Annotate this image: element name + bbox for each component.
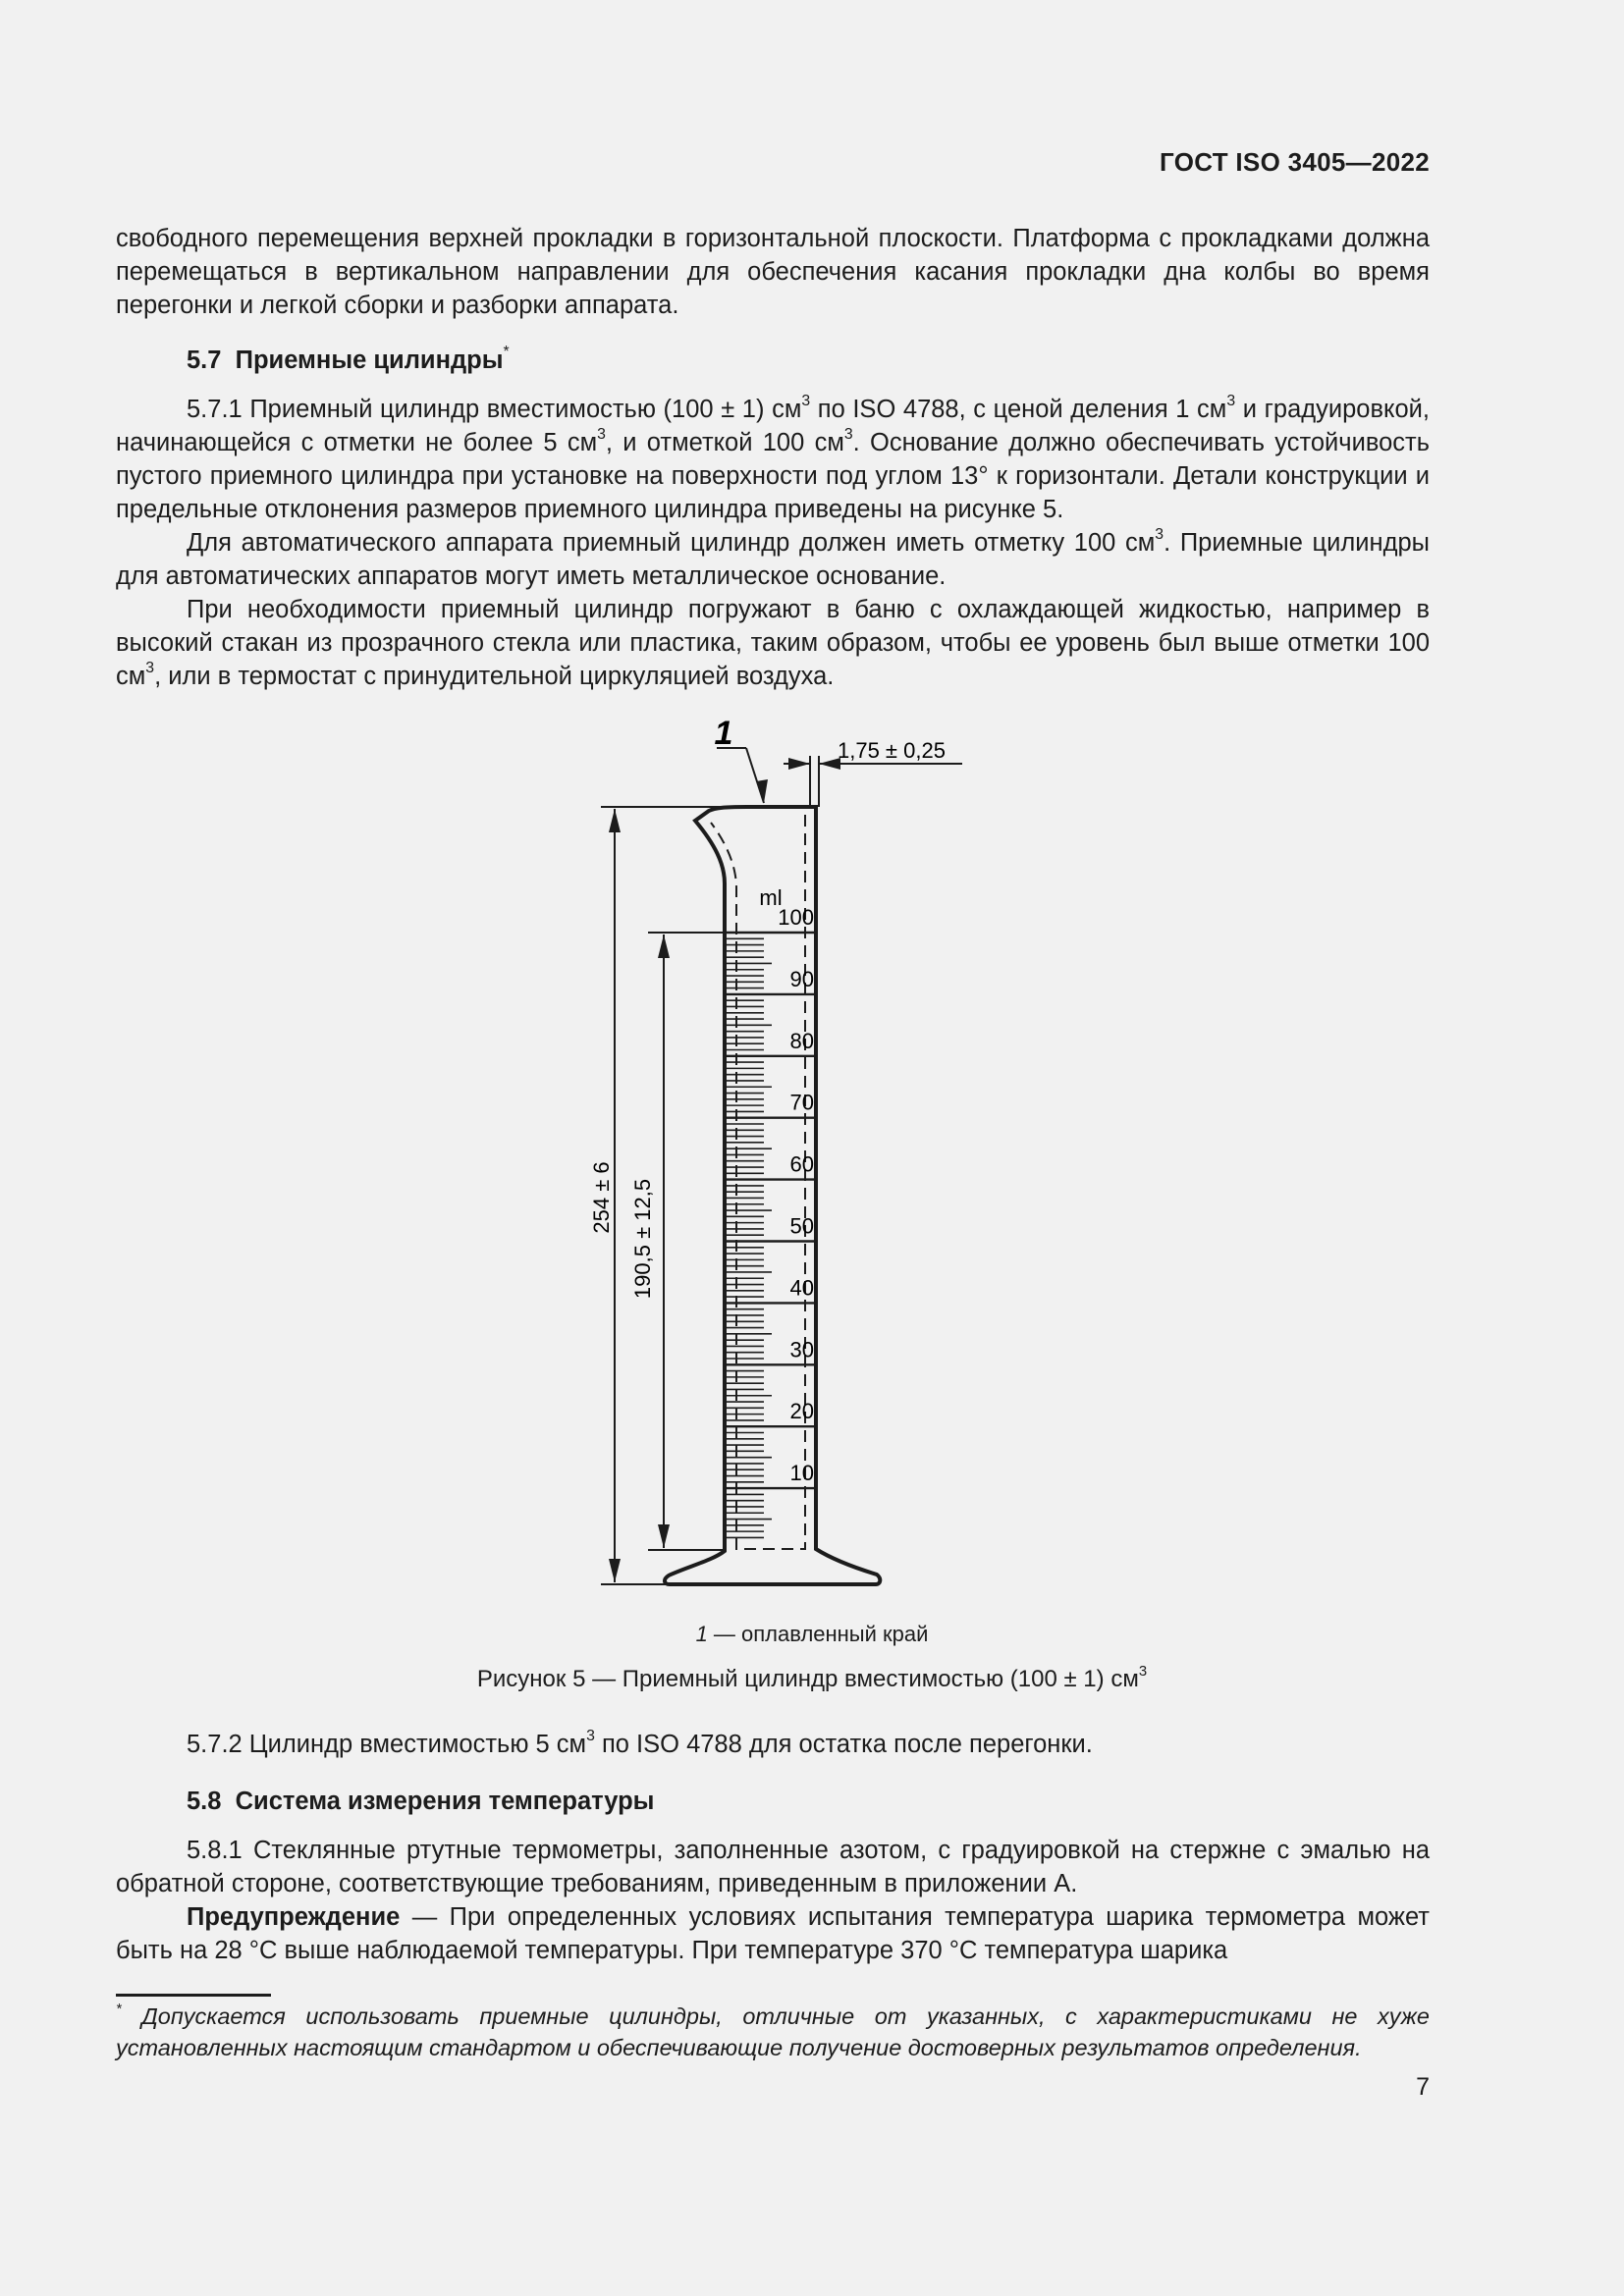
section-5-7-heading: 5.7 Приемные цилиндры* <box>187 344 510 374</box>
scale-label: 30 <box>789 1337 814 1362</box>
unit-label: ml <box>759 885 783 910</box>
scale-label: 60 <box>789 1151 814 1177</box>
scale-label: 90 <box>789 966 814 991</box>
scale-label: 100 <box>778 905 814 930</box>
footnote-divider <box>116 1994 271 1997</box>
total-height-dimension: 254 ± 6 <box>589 1161 614 1234</box>
scale-label: 20 <box>789 1399 814 1424</box>
scale-label: 80 <box>789 1028 814 1053</box>
rim-thickness-dimension: 1,75 ± 0,25 <box>838 738 946 763</box>
scale-label: 70 <box>789 1090 814 1115</box>
section-5-8-heading: 5.8 Система измерения температуры <box>187 1788 655 1815</box>
scale-height-dimension: 190,5 ± 12,5 <box>630 1178 655 1300</box>
callout-1: 1 <box>714 715 733 752</box>
footnote: * Допускается использовать приемные цилиндры, отличные от указанных, с характеристиками не хуже установленных настоящим стандартом и обеспечивающие получение достоверных результатов определения. <box>116 2002 1430 2060</box>
document-header: ГОСТ ISO 3405—2022 <box>1160 147 1430 177</box>
section-5-8-body <box>116 1834 1430 1967</box>
figure-legend: 1 — оплавленный край <box>695 1622 929 1646</box>
scale-label: 40 <box>789 1275 814 1301</box>
paragraph-5-7-1: 5.7.1 Приемный цилиндр вместимостью (100 ± 1) $см^3$ по ISO 4788, с ценой деления 1 $см^3$ и градуировкой, начинающейся с отметки не более 5 $см^3$, и отметкой 100 $см^3$. Основание должно обеспечивать устойчивость пустого приемного цилиндра при установке на поверхности под углом 13° к горизонтали. Детали конструкции и предельные отклонения размеров приемного цилиндра приведены на рисунке 5. <box>116 393 1430 523</box>
scale-label: 50 <box>789 1213 814 1239</box>
scale-label: 10 <box>789 1461 814 1486</box>
paragraph-5-7-2: 5.7.2 Цилиндр вместимостью 5 $см^3$ по ISO 4788 для остатка после перегонки. <box>187 1728 1093 1758</box>
figure-caption: Рисунок 5 — Приемный цилиндр вместимостью (100 ± 1) $см^3$ <box>476 1663 1148 1692</box>
paragraph-5-8-1: 5.8.1 Стеклянные ртутные термометры, заполненные азотом, с градуировкой на стержне с эмалью на обратной стороне, соответствующие требованиям, приведенным в приложении А. <box>116 1837 1430 1897</box>
paragraph-5-7-bath: При необходимости приемный цилиндр погружают в баню с охлаждающей жидкостью, например в высокий стакан из прозрачного стекла или пластика, таким образом, чтобы ее уровень был выше отметки 100 $см^3$, или в термостат с принудительной циркуляцией воздуха. <box>116 596 1430 690</box>
intro-paragraph: свободного перемещения верхней прокладки в горизонтальной плоскости. Платформа с прокладками должна перемещаться в вертикальном направлении для обеспечения касания прокладки дна колбы во время перегонки и легкой сборки и разборки аппарата. <box>116 225 1430 319</box>
paragraph-5-7-automatic: Для автоматического аппарата приемный цилиндр должен иметь отметку 100 $см^3$. Приемные цилиндры для автоматических аппаратов могут иметь металлическое основание. <box>116 526 1430 590</box>
warning-paragraph: Предупреждение — При определенных условиях испытания температура шарика термометра может быть на 28 °С выше наблюдаемой температуры. При температуре 370 °С температура шарика <box>116 1903 1430 1964</box>
page-number: 7 <box>1416 2073 1430 2101</box>
